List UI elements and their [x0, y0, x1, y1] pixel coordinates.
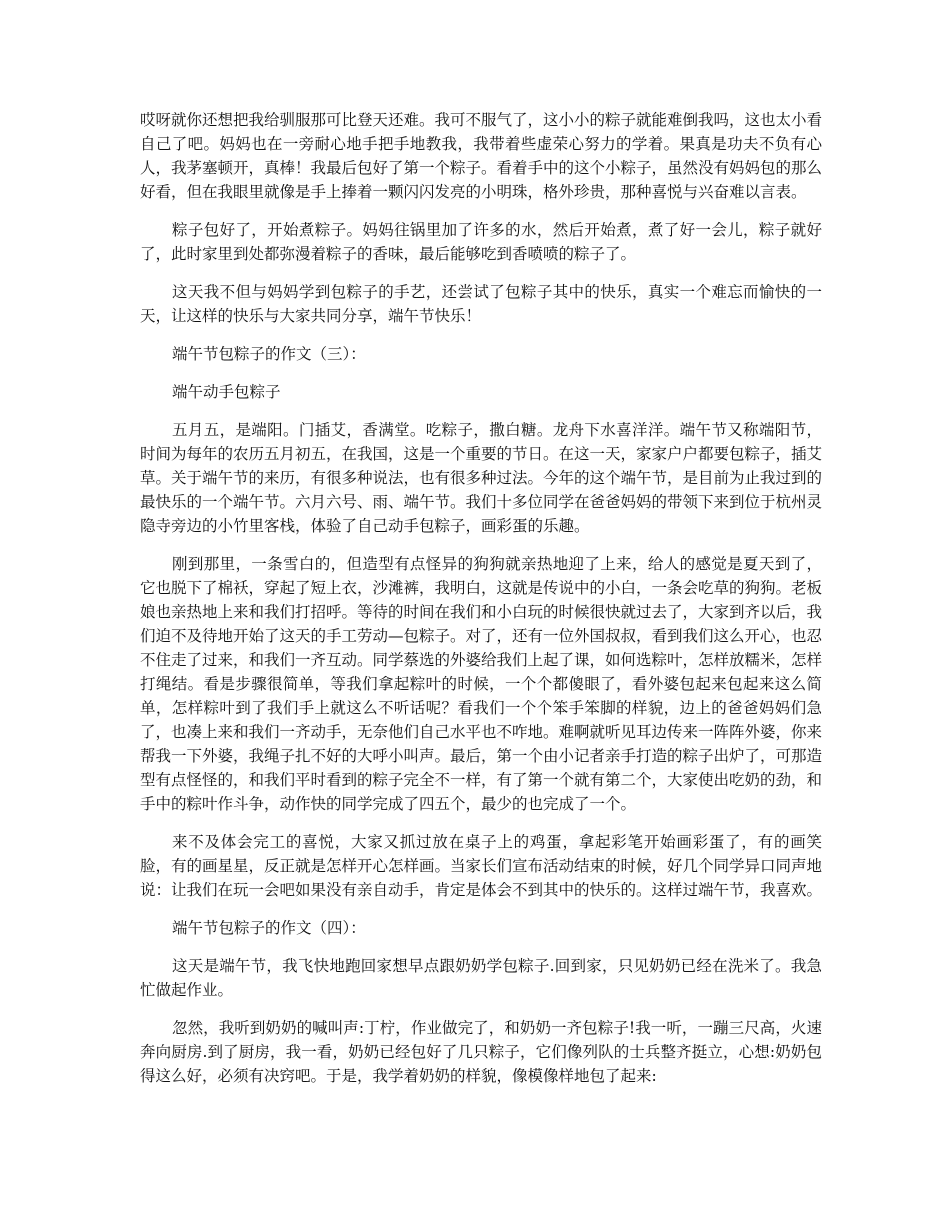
paragraph-1: 哎呀就你还想把我给驯服那可比登天还难。我可不服气了，这小小的粽子就能难倒我吗，这也太小看自己了吧。妈妈也在一旁耐心地手把手地教我，我带着些虚荣心努力的学着。果真是功夫不负有心人，我茅塞顿开，真棒！我最后包好了第一个粽子。看着手中的这个小粽子，虽然没有妈妈包的那么好看，但在我眼里就像是手上捧着一颗闪闪发亮的小明珠，格外珍贵，那种喜悦与兴奋难以言表。 [140, 111, 823, 201]
paragraph-7: 这天是端午节，我飞快地跑回家想早点跟奶奶学包粽子.回到家，只见奶奶已经在洗米了。我急忙做起作业。 [140, 957, 822, 999]
document-page [140, 108, 822, 1102]
paragraph-2: 粽子包好了，开始煮粽子。妈妈往锅里加了许多的水，然后开始煮，煮了好一会儿，粽子就好了，此时家里到处都弥漫着粽子的香味，最后能够吃到香喷喷的粽子了。 [140, 221, 822, 263]
paragraph-3: 这天我不但与妈妈学到包粽子的手艺，还尝试了包粽子其中的快乐，真实一个难忘而愉快的一天，让这样的快乐与大家共同分享，端午节快乐！ [140, 283, 822, 325]
section-heading-3: 端午节包粽子的作文（三）： [172, 345, 366, 363]
section-heading-4: 端午节包粽子的作文（四）： [172, 919, 366, 937]
essay-title: 端午动手包粽子 [172, 383, 281, 401]
paragraph-5: 刚到那里，一条雪白的，但造型有点怪异的狗狗就亲热地迎了上来，给人的感觉是夏天到了，它也脱下了棉袄，穿起了短上衣，沙滩裤，我明白，这就是传说中的小白，一条会吃草的狗狗。老板娘也亲热地上来和我们打招呼。等待的时间在我们和小白玩的时候很快就过去了，大家到齐以后，我们迫不及待地开始了这天的手工劳动—包粽子。对了，还有一位外国叔叔，看到我们这么开心，也忍不住走了过来，和我们一齐互动。同学蔡选的外婆给我们上起了课，如何选粽叶，怎样放糯米，怎样打绳结。看是步骤很简单，等我们拿起粽叶的时候，一个个都傻眼了，看外婆包起来包起来这么简单，怎样粽叶到了我们手上就这么不听话呢？看我们一个个笨手笨脚的样貌，边上的爸爸妈妈们急了，也凑上来和我们一齐动手，无奈他们自己水平也不咋地。难啊就听见耳边传来一阵阵外婆，你来帮我一下外婆，我绳子扎不好的大呼小叫声。最后，第一个由小记者亲手打造的粽子出炉了，可那造型有点怪怪的，和我们平时看到的粽子完全不一样，有了第一个就有第二个，大家使出吃奶的劲，和手中的粽叶作斗争，动作快的同学完成了四五个，最少的也完成了一个。 [140, 555, 823, 813]
paragraph-6: 来不及体会完工的喜悦，大家又抓过放在桌子上的鸡蛋，拿起彩笔开始画彩蛋了，有的画笑脸，有的画星星，反正就是怎样开心怎样画。当家长们宣布活动结束的时候，好几个同学异口同声地说：让我们在玩一会吧如果没有亲自动手，肯定是体会不到其中的快乐的。这样过端午节，我喜欢。 [140, 833, 823, 899]
paragraph-4: 五月五，是端阳。门插艾，香满堂。吃粽子，撒白糖。龙舟下水喜洋洋。端午节又称端阳节，时间为每年的农历五月初五，在我国，这是一个重要的节日。在这一天，家家户户都要包粽子，插艾草。关于端午节的来历，有很多种说法，也有很多种过法。今年的这个端午节，是目前为止我过到的最快乐的一个端午节。六月六号、雨、端午节。我们十多位同学在爸爸妈妈的带领下来到位于杭州灵隐寺旁边的小竹里客栈，体验了自己动手包粽子，画彩蛋的乐趣。 [140, 421, 823, 535]
paragraph-8: 忽然，我听到奶奶的喊叫声:丁柠，作业做完了，和奶奶一齐包粽子!我一听，一蹦三尺高，火速奔向厨房.到了厨房，我一看，奶奶已经包好了几只粽子，它们像列队的士兵整齐挺立，心想:奶奶包得这么好，必须有决窍吧。于是，我学着奶奶的样貌，像模像样地包了起来: [140, 1019, 822, 1085]
